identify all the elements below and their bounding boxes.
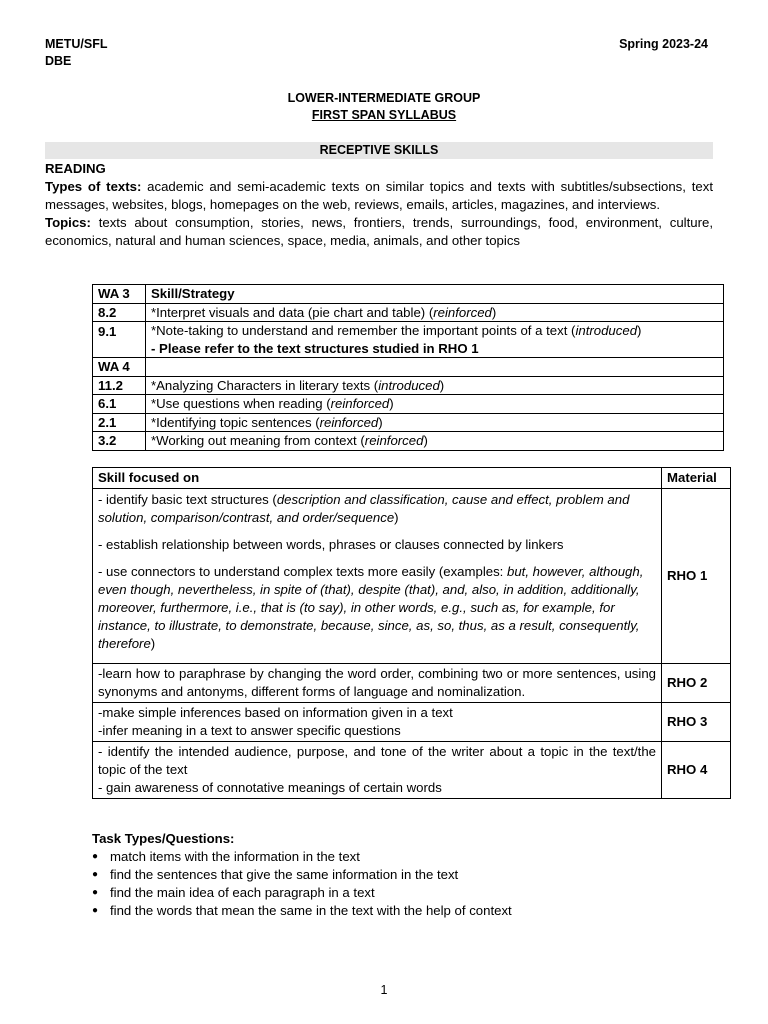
org-label: METU/SFL — [45, 37, 108, 51]
skill-code: 3.2 — [93, 432, 146, 451]
focus-paragraph: - establish relationship between words, phrases or clauses connected by linkers — [98, 537, 564, 552]
topics-label: Topics: — [45, 215, 91, 230]
skill-code: 11.2 — [93, 376, 146, 395]
skill-note: - Please refer to the text structures studied in RHO 1 — [151, 340, 479, 356]
reading-heading: READING — [45, 161, 106, 176]
topics-paragraph — [45, 214, 713, 250]
skill-text: *Analyzing Characters in literary texts (introduced) — [146, 376, 724, 395]
table-header-cell: Skill/Strategy — [146, 285, 724, 304]
list-item: ● find the main idea of each paragraph in a text — [92, 884, 712, 902]
material-cell: RHO 1 — [662, 489, 731, 664]
types-text: academic and semi-academic texts on similar topics and texts with subtitles/subsections, text messages, websites, blogs, homepages on the web, reviews, emails, articles, magazines, and interviews. — [45, 179, 713, 212]
table-row — [93, 664, 731, 703]
focus-table — [92, 467, 731, 799]
skill-text: *Identifying topic sentences (reinforced) — [146, 413, 724, 432]
unit-label: DBE — [45, 54, 72, 68]
skill-text: *Use questions when reading (reinforced) — [146, 395, 724, 414]
page-number: 1 — [380, 983, 388, 997]
table-header-cell: Material — [662, 468, 731, 489]
focus-text: - identify the intended audience, purpose, and tone of the writer about a topic in the text/the topic of the text - gain awareness of connotative meanings of certain words — [93, 742, 662, 799]
table-header-cell: Skill focused on — [93, 468, 662, 489]
table-row — [93, 432, 724, 451]
focus-text: -learn how to paraphrase by changing the word order, combining two or more sentences, using synonyms and antonyms, different forms of language and nominalization. — [93, 664, 662, 703]
list-item: ● match items with the information in the text — [92, 848, 712, 866]
group-title: LOWER-INTERMEDIATE GROUP — [287, 91, 481, 105]
skills-table — [92, 284, 724, 451]
skill-text: *Interpret visuals and data (pie chart and table) (reinforced) — [146, 303, 724, 322]
tasks-list — [92, 848, 712, 920]
table-header-row — [93, 285, 724, 304]
skill-text: *Note-taking to understand and remember the important points of a text (introduced) - Please refer to the text structures studied in RHO 1 — [146, 322, 724, 358]
skill-text: *Working out meaning from context (reinforced) — [146, 432, 724, 451]
tasks-block — [92, 830, 712, 920]
table-row — [93, 489, 731, 664]
table-row — [93, 358, 724, 377]
focus-paragraph: - identify basic text structures (description and classification, cause and effect, problem and solution, comparison/contrast, and order/sequence) — [98, 492, 630, 525]
material-cell: RHO 3 — [662, 703, 731, 742]
skill-code: 9.1 — [93, 322, 146, 358]
table-row — [93, 742, 731, 799]
table-header-row — [93, 468, 731, 489]
table-row — [93, 395, 724, 414]
list-item: ● find the sentences that give the same information in the text — [92, 866, 712, 884]
skill-text — [146, 358, 724, 377]
syllabus-title: FIRST SPAN SYLLABUS — [311, 108, 457, 122]
table-row — [93, 303, 724, 322]
types-paragraph — [45, 178, 713, 214]
skill-code: 2.1 — [93, 413, 146, 432]
table-row — [93, 376, 724, 395]
material-cell: RHO 2 — [662, 664, 731, 703]
section-banner: RECEPTIVE SKILLS — [45, 142, 713, 159]
term-label: Spring 2023-24 — [619, 37, 708, 51]
table-header-cell: WA 3 — [93, 285, 146, 304]
reading-block — [45, 160, 713, 250]
table-row — [93, 322, 724, 358]
skill-code: 8.2 — [93, 303, 146, 322]
types-label: Types of texts: — [45, 179, 142, 194]
focus-text: -make simple inferences based on information given in a text -infer meaning in a text to answer specific questions — [93, 703, 662, 742]
skill-code: WA 4 — [93, 358, 146, 377]
skill-code: 6.1 — [93, 395, 146, 414]
table-row — [93, 413, 724, 432]
focus-text — [93, 489, 662, 664]
list-item: ● find the words that mean the same in the text with the help of context — [92, 902, 712, 920]
table-row — [93, 703, 731, 742]
tasks-heading: Task Types/Questions: — [92, 831, 235, 846]
focus-paragraph: - use connectors to understand complex texts more easily (examples: but, however, although, even though, nevertheless, in spite of (that), despite (that), and, also, in addition, additionally, moreover, furthermore, i.e., that is (to say), in other words, e.g., such as, for example, for instance, to illustrate, to demonstrate, because, since, as, so, thus, as a result, consequently, therefore) — [98, 564, 644, 651]
material-cell: RHO 4 — [662, 742, 731, 799]
topics-text: texts about consumption, stories, news, frontiers, trends, surroundings, food, environment, culture, economics, natural and human sciences, space, media, animals, and other topics — [45, 215, 713, 248]
